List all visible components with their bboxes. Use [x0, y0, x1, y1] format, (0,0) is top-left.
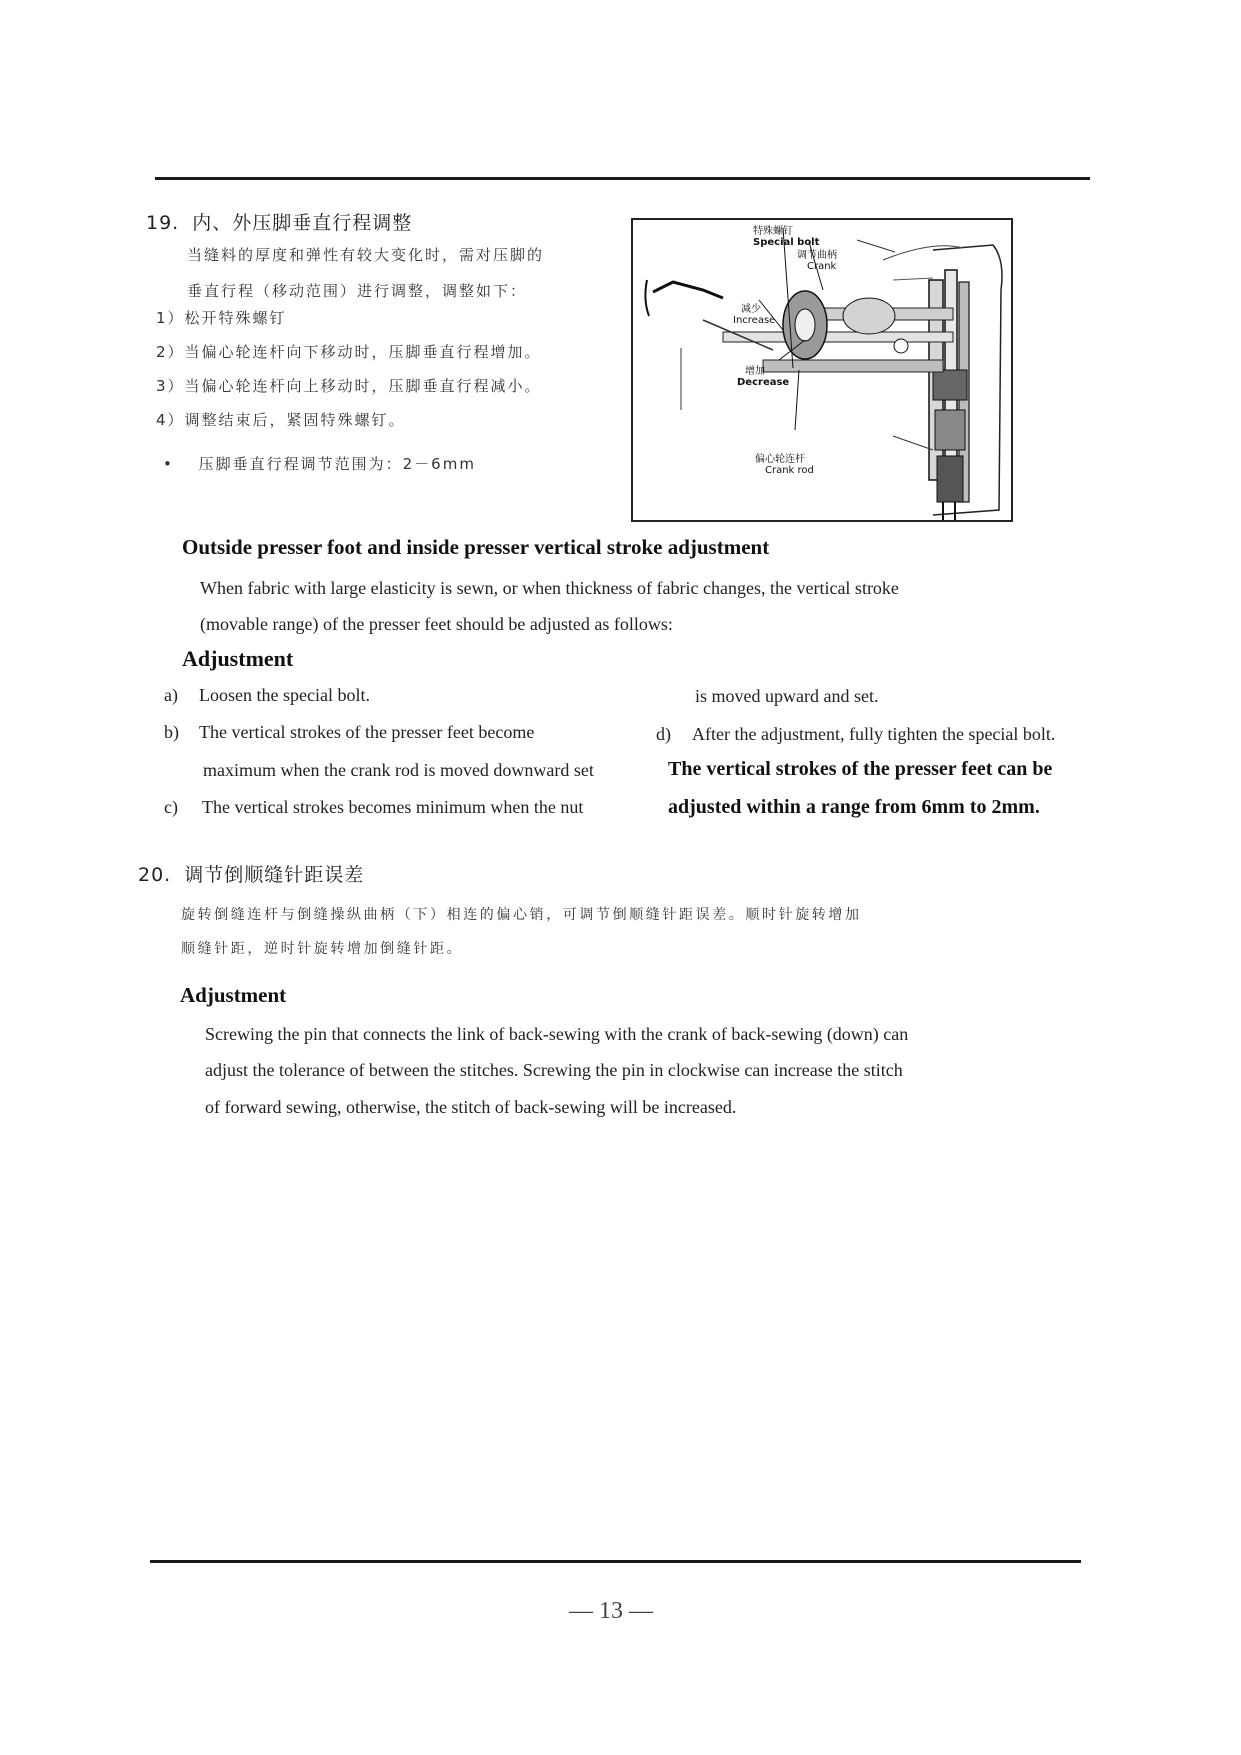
label-en: Special bolt: [753, 237, 820, 248]
range-note: The vertical strokes of the presser feet can be: [668, 758, 1053, 780]
cn-note: [163, 453, 476, 474]
label-cn: 调节曲柄: [797, 250, 837, 261]
section-number: 20.: [138, 864, 172, 886]
cn-paragraph-line: 当缝料的厚度和弹性有较大变化时，需对压脚的: [187, 246, 545, 264]
en-paragraph-line: of forward sewing, otherwise, the stitch of back-sewing will be increased.: [205, 1097, 737, 1117]
label-en: Crank: [807, 261, 837, 272]
label-cn: 减少: [741, 304, 761, 315]
intro-line: (movable range) of the presser feet should be adjusted as follows:: [200, 614, 673, 634]
step-label: d): [656, 724, 671, 744]
label-crank-rod: [755, 454, 814, 476]
step-d: [656, 724, 1055, 745]
step-text: Loosen the special bolt.: [199, 685, 370, 705]
top-rule: [155, 177, 1090, 180]
step-label: b): [164, 722, 179, 742]
step-text: 调整结束后，紧固特殊螺钉。: [184, 411, 406, 429]
step-b: [164, 722, 534, 743]
label-cn: 增加: [745, 366, 765, 377]
cn-paragraph-line: 旋转倒缝连杆与倒缝操纵曲柄（下）相连的偏心销，可调节倒顺缝针距误差。顺时针旋转增加: [181, 907, 862, 923]
section-19-english-heading: Outside presser foot and inside presser vertical stroke adjustment: [182, 535, 770, 559]
label-crank: [797, 250, 837, 272]
section-19-title: [146, 208, 412, 235]
cn-step: [156, 341, 542, 362]
step-text: 当偏心轮连杆向下移动时，压脚垂直行程增加。: [184, 343, 542, 361]
section-number: 19.: [146, 212, 180, 234]
adjustment-heading: Adjustment: [180, 983, 287, 1007]
cn-paragraph-line: 顺缝针距，逆时针旋转增加倒缝针距。: [181, 941, 464, 957]
bullet: •: [163, 455, 174, 473]
step-a: [164, 685, 370, 706]
step-c-cont: is moved upward and set.: [695, 686, 879, 706]
step-number: 4）: [156, 411, 185, 429]
step-text: 当偏心轮连杆向上移动时，压脚垂直行程减小。: [184, 377, 542, 395]
sewing-machine-figure: [631, 218, 1013, 522]
range-note: adjusted within a range from 6mm to 2mm.: [668, 796, 1040, 818]
en-paragraph-line: adjust the tolerance of between the stitches. Screwing the pin in clockwise can increase the stitch: [205, 1060, 903, 1080]
step-text: The vertical strokes of the presser feet become: [199, 722, 535, 742]
section-20-title: [138, 860, 364, 887]
label-cn: 特殊螺钉: [753, 226, 793, 237]
step-label: c): [164, 797, 178, 817]
cn-step: [156, 307, 287, 328]
step-c: [164, 797, 583, 818]
adjustment-heading: Adjustment: [182, 646, 294, 671]
label-special-bolt: [753, 226, 819, 248]
intro-line: When fabric with large elasticity is sewn, or when thickness of fabric changes, the vertical stroke: [200, 578, 899, 598]
cn-paragraph-line: 垂直行程（移动范围）进行调整，调整如下：: [187, 282, 528, 300]
label-cn: 偏心轮连杆: [755, 454, 805, 465]
section-title: 调节倒顺缝针距误差: [184, 864, 365, 886]
bottom-rule: [150, 1560, 1081, 1563]
label-en: Crank rod: [765, 465, 814, 476]
step-b-cont: maximum when the crank rod is moved downward set: [203, 760, 594, 780]
step-label: a): [164, 685, 178, 705]
page-number: — 13 —: [569, 1598, 653, 1624]
step-text: After the adjustment, fully tighten the special bolt.: [692, 724, 1056, 744]
note-text: 压脚垂直行程调节范围为：2－6mm: [198, 455, 476, 473]
en-paragraph-line: Screwing the pin that connects the link of back-sewing with the crank of back-sewing (down) can: [205, 1024, 909, 1044]
label-en: Decrease: [737, 377, 790, 388]
cn-step: [156, 375, 542, 396]
step-text: The vertical strokes becomes minimum when the nut: [202, 797, 584, 817]
step-number: 1）: [156, 309, 185, 327]
step-number: 2）: [156, 343, 185, 361]
cn-step: [156, 409, 406, 430]
label-increase: [733, 304, 775, 326]
step-number: 3）: [156, 377, 185, 395]
step-text: 松开特殊螺钉: [184, 309, 287, 327]
label-decrease: [737, 366, 789, 388]
label-en: Increase: [733, 315, 776, 326]
section-title: 内、外压脚垂直行程调整: [192, 212, 413, 234]
